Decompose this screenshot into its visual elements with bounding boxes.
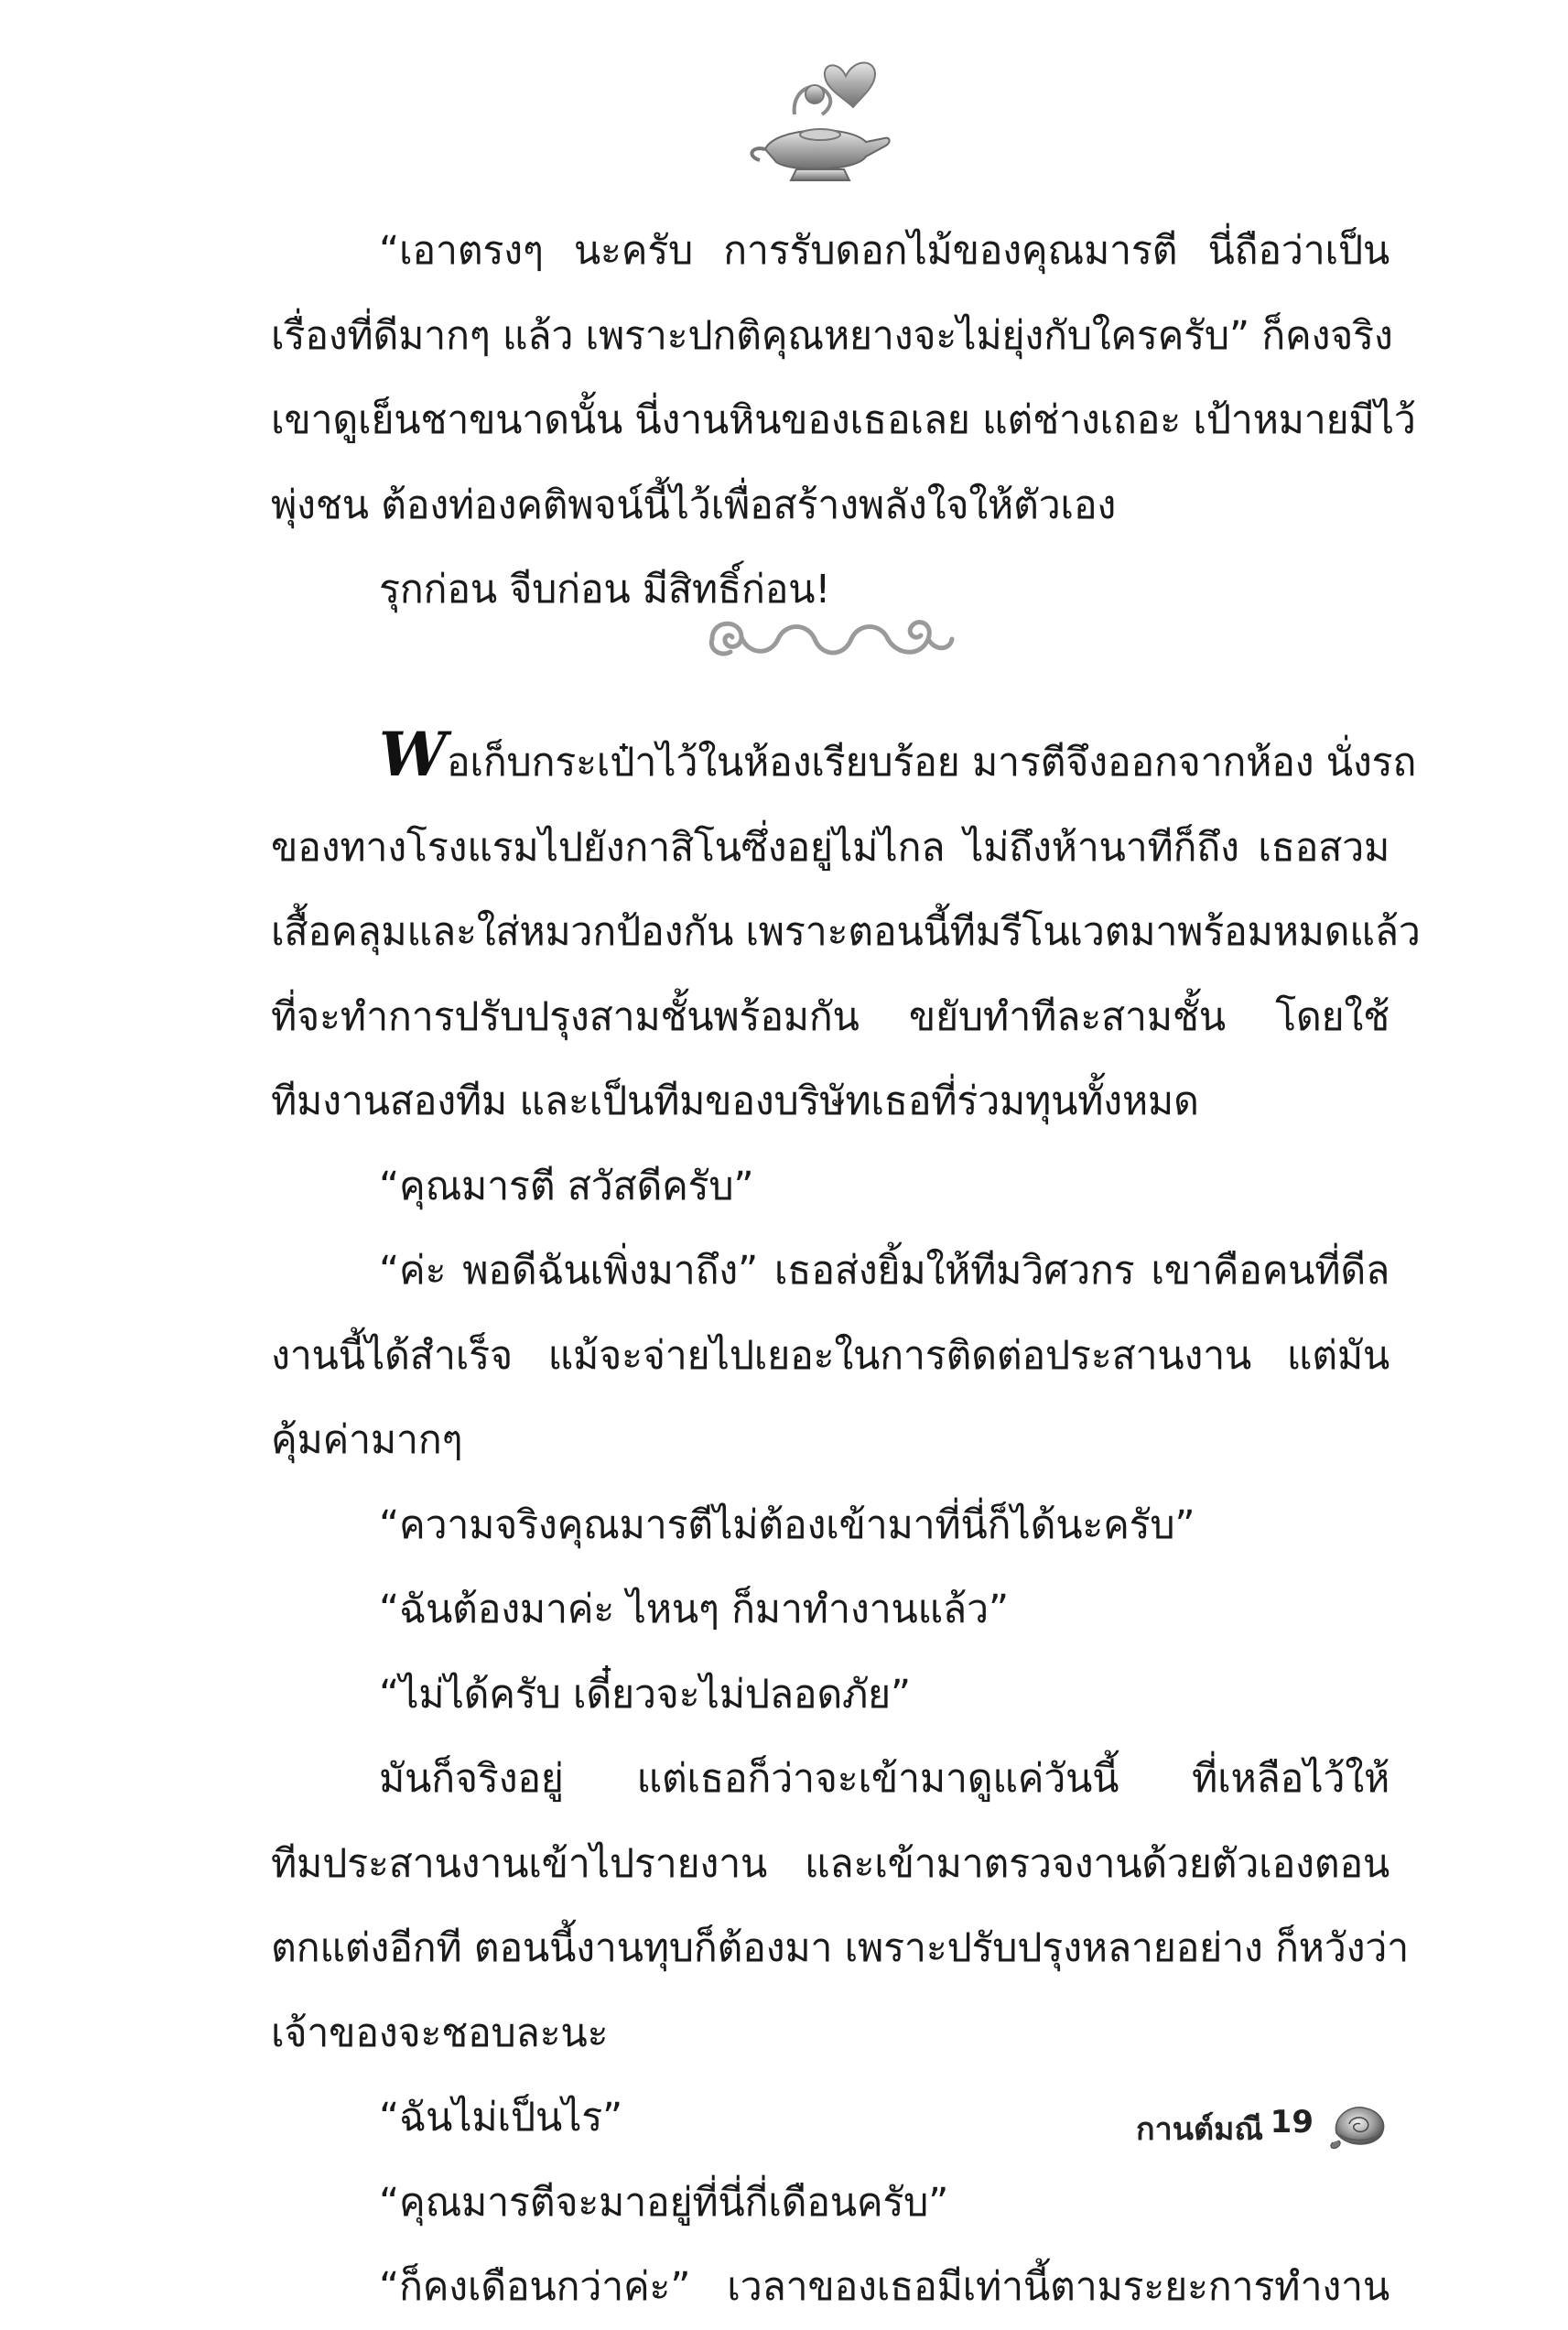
text-line: เขาดูเย็นชาขนาดนั้น นี่งานหินของเธอเลย แต่ช่างเถอะ เป้าหมายมีไว้	[271, 397, 1416, 443]
text-line: ตกแต่งอีกที ตอนนี้งานทุบก็ต้องมา เพราะปรับปรุงหลายอย่าง ก็หวังว่า	[271, 1925, 1409, 1971]
paragraph-block-2	[271, 719, 1421, 2330]
text-line-first	[271, 719, 1417, 806]
text-line: งานนี้ได้สำเร็จ แม้จะจ่ายไปเยอะในการติดต่อประสานงาน แต่มัน	[271, 1332, 1390, 1379]
text-line: คุ้มค่ามากๆ	[271, 1417, 463, 1463]
text-line: “ไม่ได้ครับ เดี๋ยวจะไม่ปลอดภัย”	[379, 1671, 911, 1718]
paragraph-block-1	[271, 209, 1416, 633]
text-line: ทีมงานสองทีม และเป็นทีมของบริษัทเธอที่ร่วมทุนทั้งหมด	[271, 1078, 1199, 1124]
text-line: “คุณมารตีจะมาอยู่ที่นี่กี่เดือนครับ”	[379, 2179, 949, 2226]
text-line: “ความจริงคุณมารตีไม่ต้องเข้ามาที่นี่ก็ได้นะครับ”	[379, 1501, 1195, 1548]
text-line: ของทางโรงแรมไปยังกาสิโนซึ่งอยู่ไม่ไกล ไม่ถึงห้านาทีก็ถึง เธอสวม	[271, 824, 1390, 871]
text-line: “ฉันต้องมาค่ะ ไหนๆ ก็มาทำงานแล้ว”	[379, 1587, 1009, 1632]
first-line-text: อเก็บกระเป๋าไว้ในห้องเรียบร้อย มารตีจึงออกจากห้อง นั่งรถ	[446, 740, 1417, 786]
text-line: “ฉันไม่เป็นไร”	[379, 2095, 623, 2140]
rose-icon	[1327, 2097, 1391, 2151]
book-title: กานต์มณี	[1136, 2111, 1263, 2148]
text-line: ที่จะทำการปรับปรุงสามชั้นพร้อมกัน ขยับทำทีละสามชั้น โดยใช้	[271, 993, 1390, 1040]
drop-cap: W	[379, 719, 447, 790]
text-line: “ค่ะ พอดีฉันเพิ่งมาถึง” เธอส่งยิ้มให้ทีมวิศวกร เขาคือคนที่ดีล	[379, 1248, 1390, 1294]
text-line: “เอาตรงๆ นะครับ การรับดอกไม้ของคุณมารตี นี่ถือว่าเป็น	[379, 228, 1390, 274]
text-line: “ก็คงเดือนกว่าค่ะ” เวลาของเธอมีเท่านี้ตามระยะการทำงาน	[379, 2264, 1390, 2310]
page-number: 19	[1270, 2104, 1314, 2140]
text-line: เสื้อคลุมและใส่หมวกป้องกัน เพราะตอนนี้ทีมรีโนเวตมาพร้อมหมดแล้ว	[271, 909, 1421, 955]
text-line: มันก็จริงอยู่ แต่เธอก็ว่าจะเข้ามาดูแค่วันนี้ ที่เหลือไว้ให้	[379, 1756, 1390, 1802]
page-footer	[1080, 2097, 1391, 2151]
text-line: รุกก่อน จีบก่อน มีสิทธิ์ก่อน!	[379, 567, 831, 612]
text-line: “คุณมารตี สวัสดีครับ”	[379, 1163, 754, 1209]
text-line: พุ่งชน ต้องท่องคติพจน์นี้ไว้เพื่อสร้างพลังใจให้ตัวเอง	[271, 482, 1117, 528]
text-line: ทีมประสานงานเข้าไปรายงาน และเข้ามาตรวจงานด้วยตัวเองตอน	[271, 1840, 1390, 1887]
scroll-flourish-icon	[694, 606, 968, 670]
text-line: เรื่องที่ดีมากๆ แล้ว เพราะปกติคุณหยางจะไม่ยุ่งกับใครครับ” ก็คงจริง	[271, 312, 1393, 359]
text-line: เจ้าของจะชอบละนะ	[271, 2010, 609, 2056]
genie-lamp-heart-icon	[738, 50, 899, 188]
